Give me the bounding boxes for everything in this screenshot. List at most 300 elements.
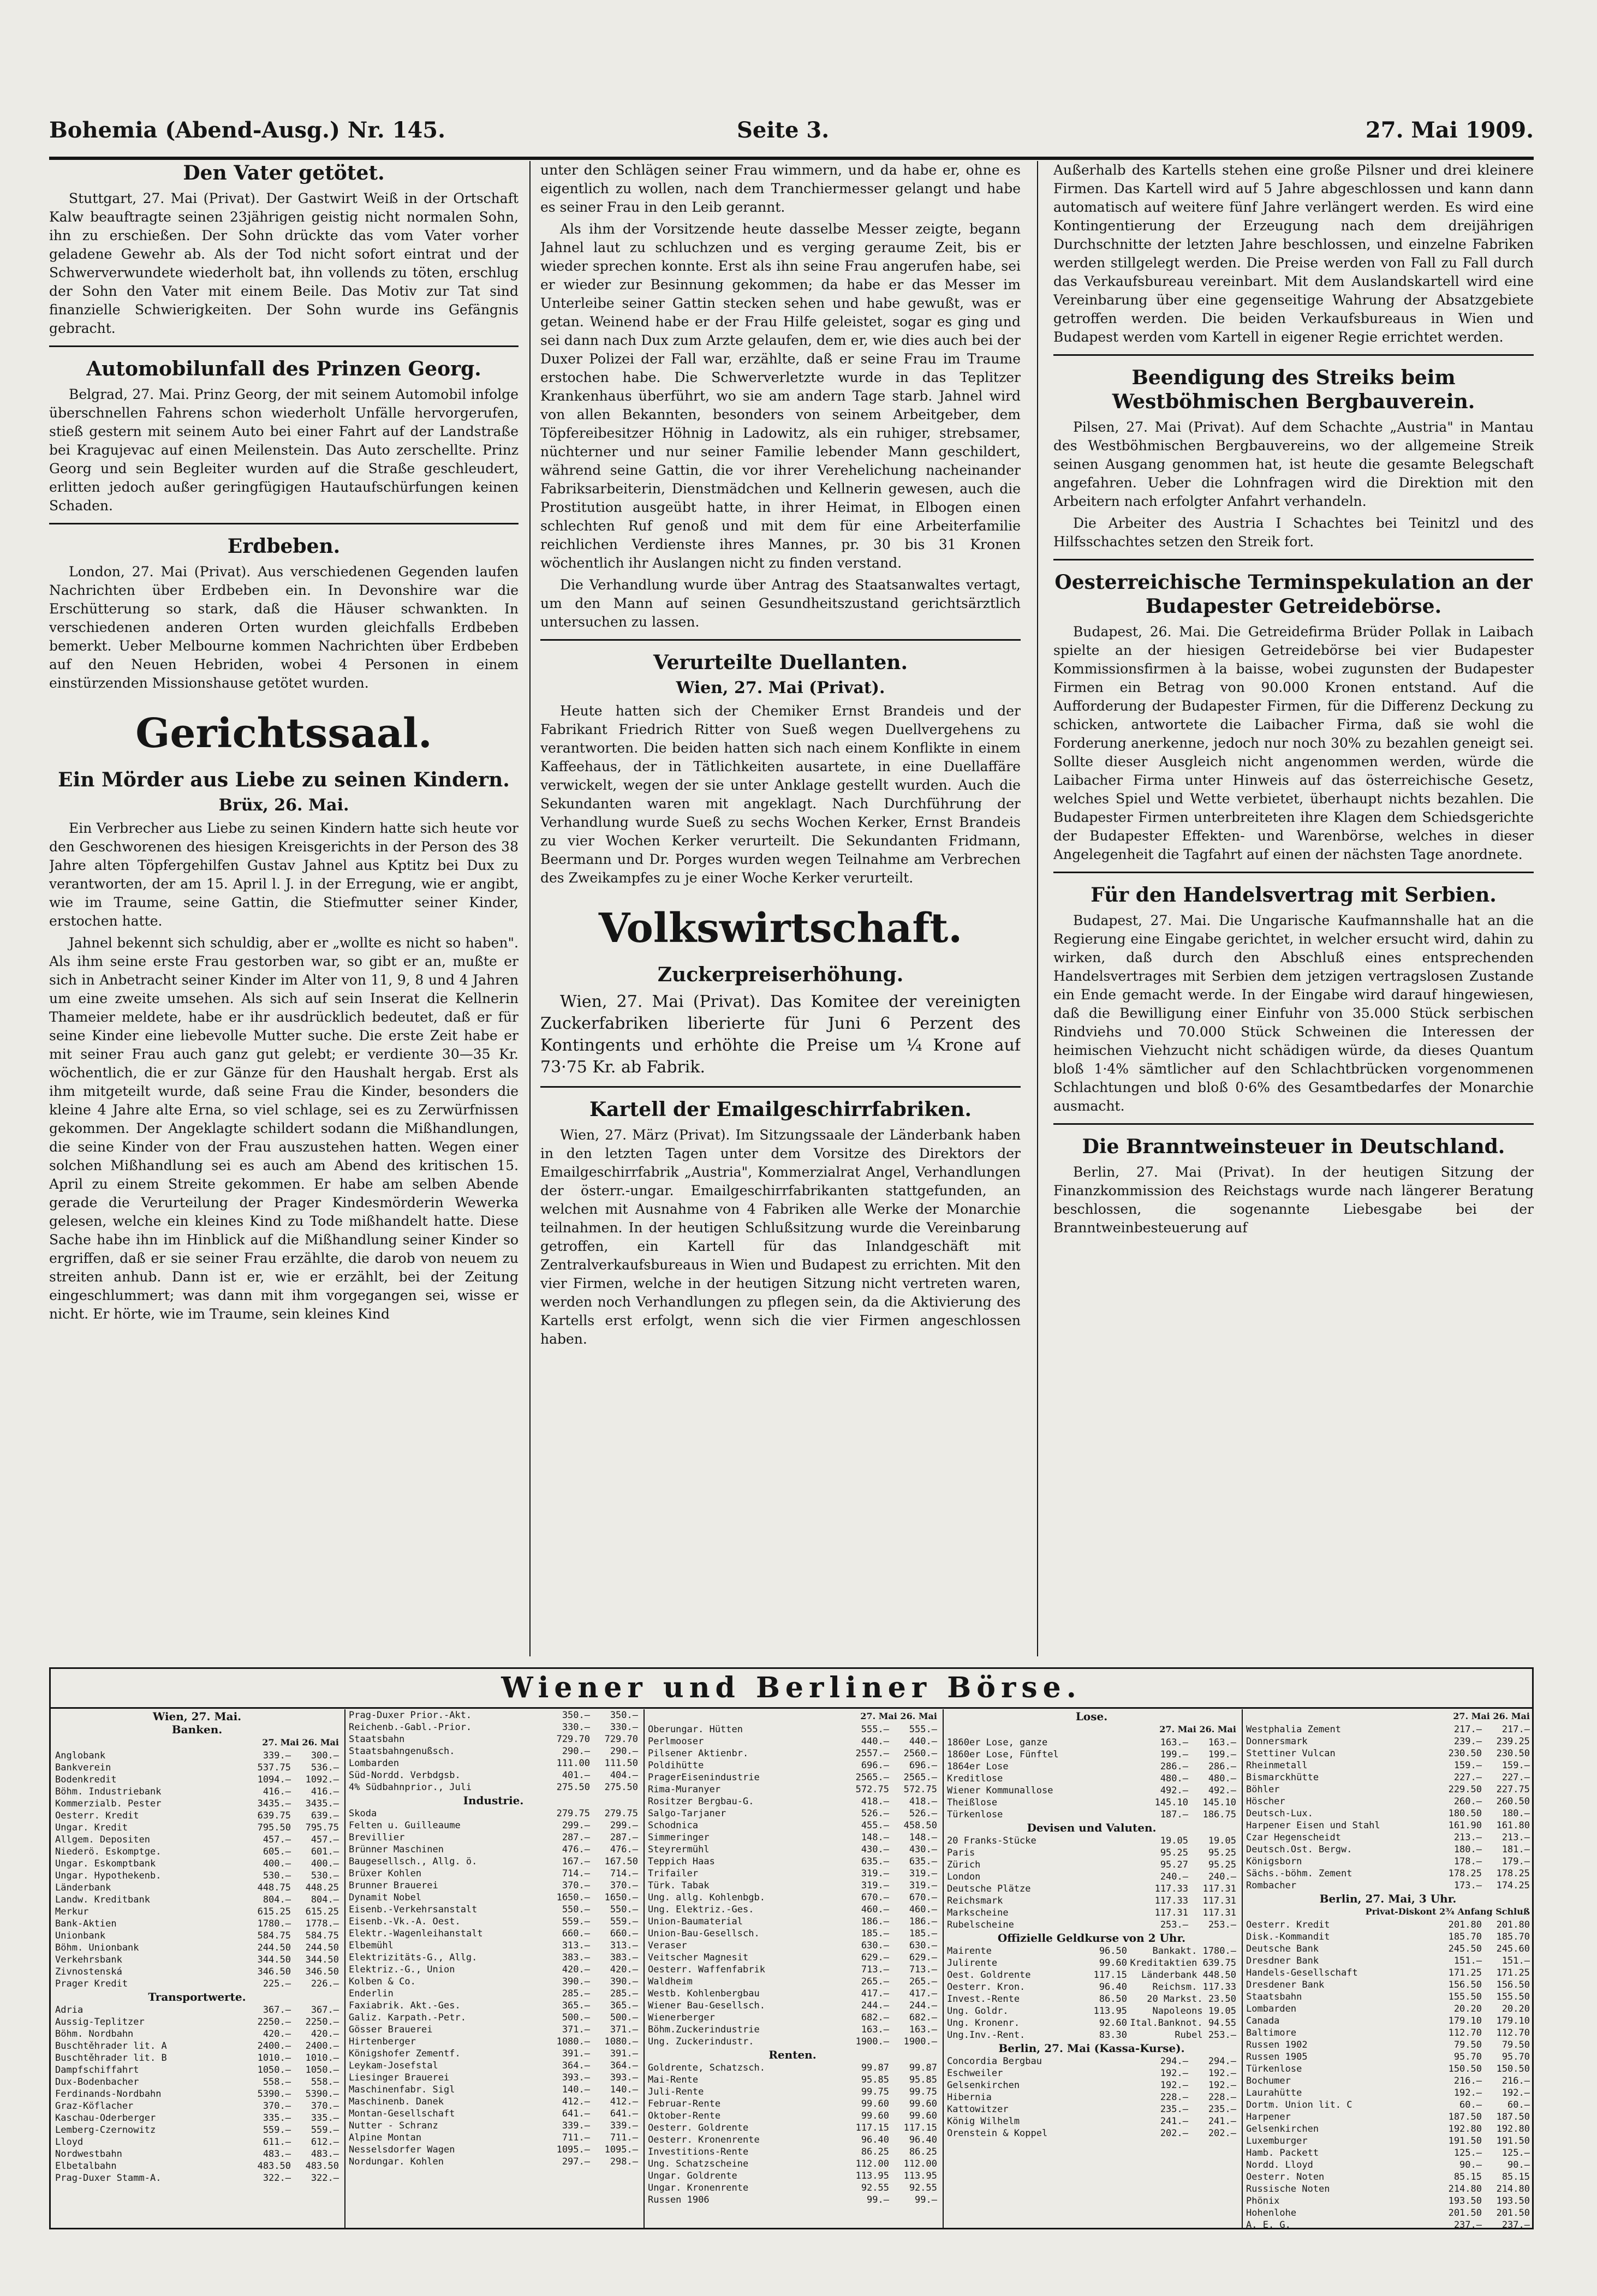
masthead-date: 27. Mai 1909. xyxy=(1365,117,1534,143)
quote-value: 299.— xyxy=(562,1820,590,1831)
security-name: 1860er Lose, Fünftel xyxy=(947,1749,1059,1760)
quote-value: 99.87 xyxy=(909,2062,937,2073)
quote-value: 417.— xyxy=(861,1988,889,1999)
exchange-column-rule xyxy=(943,1709,944,2228)
exchange-row xyxy=(947,1749,1236,1761)
quote-value: 150.50 xyxy=(1448,2064,1482,2074)
exchange-row xyxy=(1246,1943,1530,1955)
quote-value: 178.— xyxy=(1453,1856,1482,1867)
exchange-subheading: Transportwerte. xyxy=(148,1990,246,2003)
security-name: Russen 1906 xyxy=(648,2194,710,2205)
quote-value: 99.60 xyxy=(909,2110,937,2121)
quote-value: 729.70 xyxy=(604,1734,638,1745)
quote-value: 440.— xyxy=(909,1736,937,1747)
quote-value: 300.— xyxy=(311,1750,339,1761)
exchange-row xyxy=(55,2064,339,2076)
security-name: Prag-Duxer Prior.-Akt. xyxy=(349,1710,472,1721)
exchange-row xyxy=(648,2062,937,2074)
quote-value: 99.60 xyxy=(861,2098,889,2109)
quote-value: 201.50 xyxy=(1448,2208,1482,2219)
exchange-row xyxy=(1246,1832,1530,1844)
exchange-row xyxy=(1246,2159,1530,2171)
quote-value: 299.— xyxy=(610,1820,638,1831)
security-name: Deutsche Bank xyxy=(1246,1943,1319,1954)
quote-value: 178.25 xyxy=(1496,1868,1530,1879)
quote-value: 83.30 xyxy=(1099,2030,1127,2041)
exchange-row xyxy=(947,1737,1236,1749)
article-text: Stuttgart, 27. Mai (Privat). Der Gastwirt Weiß in der Ortschaft Kalw beauftragte seinen 23jährigen geistig nicht normalen Sohn, ihn zu erschießen. Der Sohn drückte das vom Vater vorher geladene Gewehr ab. Als der Tod nicht sofort eintrat und der Schwerverwundete wiederholt bat, ihn vollends zu töten, erschlug der Sohn den Vater mit einem Beile. Das Motiv zur Tat sind finanzielle Schwierigkeiten. Der Sohn wurde ins Gefängnis gebracht. xyxy=(49,190,519,336)
article-text: Die Arbeiter des Austria I Schachtes bei Teinitzl und des Hilfsschachtes setzen den Streik fort. xyxy=(1053,515,1534,550)
quote-value: 237.— xyxy=(1453,2220,1482,2228)
quote-value: 140.— xyxy=(562,2084,590,2095)
security-name: Böhm. Nordbahn xyxy=(55,2029,134,2039)
quote-value: 191.50 xyxy=(1496,2136,1530,2146)
exchange-row xyxy=(349,1976,638,1988)
exchange-row xyxy=(1246,2171,1530,2183)
exchange-row xyxy=(349,2156,638,2168)
article-text: Ein Verbrecher aus Liebe zu seinen Kindern hatte sich heute vor den Geschworenen des hiesigen Kreisgerichts in der Person des 38 Jahre alten Töpfergehilfen Gustav Jahnel aus Kptitz bei Dux zu verantworten, der am 15. April l. J. in der Erregung, wie er angibt, wie im Traume, seine Gattin, die Stiefmutter seiner Kinder, erstochen hatte. xyxy=(49,820,519,929)
security-name: Wienerberger xyxy=(648,2012,715,2023)
quote-value: 390.— xyxy=(562,1976,590,1987)
quote-value: 113.95 xyxy=(903,2170,937,2181)
quote-value: 90.— xyxy=(1459,2160,1482,2170)
quote-value: 275.50 xyxy=(556,1782,590,1793)
quote-value: 125.— xyxy=(1453,2148,1482,2158)
quote-value: 241.— xyxy=(1160,2116,1188,2127)
quote-value: 319.— xyxy=(861,1880,889,1891)
quote-value: 201.50 xyxy=(1496,2208,1530,2219)
exchange-row xyxy=(648,1772,937,1784)
security-name: Ung.Inv.-Rent. xyxy=(947,2030,1026,2041)
quote-value: 167.50 xyxy=(604,1856,638,1867)
quote-value: 155.50 xyxy=(1496,1991,1530,2002)
quote-value: 230.50 xyxy=(1448,1748,1482,1759)
security-name: Reichsmark xyxy=(947,1895,1003,1906)
exchange-row xyxy=(1246,2183,1530,2195)
quote-value: 216.— xyxy=(1501,2076,1530,2086)
quote-value: 287.— xyxy=(610,1832,638,1843)
quote-value: 457.— xyxy=(263,1834,291,1845)
quote-value: 99.75 xyxy=(861,2086,889,2097)
quote-value: 171.25 xyxy=(1496,1967,1530,1978)
quote-value: 713.— xyxy=(861,1964,889,1975)
quote-value: 319.— xyxy=(861,1868,889,1879)
quote-value: 244.50 xyxy=(305,1942,339,1953)
quote-value: Länderbank 448.50 xyxy=(1141,1970,1236,1981)
exchange-column-4 xyxy=(947,1709,1236,2228)
quote-value: 214.80 xyxy=(1448,2184,1482,2194)
exchange-row xyxy=(1246,2219,1530,2228)
security-name: Staatsbahn xyxy=(1246,1991,1302,2002)
quote-value: 2400.— xyxy=(257,2041,291,2052)
quote-value: 140.— xyxy=(610,2084,638,2095)
quote-value: 615.25 xyxy=(305,1906,339,1917)
quote-value: 2565.— xyxy=(903,1772,937,1783)
quote-value: Rubel 253.— xyxy=(1175,2030,1236,2041)
quote-value: 350.— xyxy=(562,1710,590,1721)
security-name: Liesinger Brauerei xyxy=(349,2072,450,2083)
exchange-row xyxy=(349,1769,638,1781)
security-name: Union-Bau-Gesellsch. xyxy=(648,1928,760,1939)
security-name: Adria xyxy=(55,2005,84,2015)
security-name: Schodnica xyxy=(648,1820,699,1831)
quote-value: 670.— xyxy=(861,1892,889,1903)
masthead-rule xyxy=(49,157,1534,160)
security-name: Süd-Nordd. Verbdgsb. xyxy=(349,1770,461,1781)
quote-value: 335.— xyxy=(311,2113,339,2124)
headline: Automobilunfall des Prinzen Georg. xyxy=(86,357,481,380)
security-name: Elektr.-Wagenleihanstalt xyxy=(349,1928,483,1939)
exchange-row xyxy=(349,2132,638,2144)
exchange-row xyxy=(55,2172,339,2184)
quote-value: 448.25 xyxy=(305,1882,339,1893)
quote-value: 1050.— xyxy=(257,2065,291,2076)
exchange-row xyxy=(648,1808,937,1820)
quote-value: 228.— xyxy=(1160,2092,1188,2103)
column-1 xyxy=(49,161,519,1656)
security-name: Union-Baumaterial xyxy=(648,1916,743,1927)
security-name: Kreditlose xyxy=(947,1773,1003,1784)
quote-value: 696.— xyxy=(861,1760,889,1771)
quote-value: 117.15 xyxy=(1093,1970,1127,1981)
exchange-row xyxy=(349,1988,638,2000)
quote-value: 179.— xyxy=(1501,1856,1530,1867)
security-name: Ungar. Hypothekenb. xyxy=(55,1870,162,1881)
exchange-row xyxy=(349,1892,638,1904)
security-name: Böhler xyxy=(1246,1784,1280,1795)
quote-value: 660.— xyxy=(610,1928,638,1939)
security-name: Baltimore xyxy=(1246,2027,1297,2038)
exchange-row xyxy=(349,1757,638,1769)
security-name: Veraser xyxy=(648,1940,687,1951)
quote-value: 615.25 xyxy=(257,1906,291,1917)
exchange-row xyxy=(55,2112,339,2124)
quote-value: 192.80 xyxy=(1448,2124,1482,2134)
dateline: Wien, 27. Mai (Privat). xyxy=(676,678,885,697)
quote-value: 163.— xyxy=(861,2024,889,2035)
quote-value: 179.10 xyxy=(1496,2015,1530,2026)
security-name: Pilsener Aktienbr. xyxy=(648,1748,749,1759)
article-text: Budapest, 27. Mai. Die Ungarische Kaufmannshalle hat an die Regierung eine Eingabe gerichtet, in welcher ersucht wird, dahin zu wirken, daß durch den Abschluß eines entsprechenden Handelsvertrages mit Serbien dem jetzigen vertragslosen Zustande ein Ende gemacht werde. In der Eingabe wird darauf hingewiesen, daß die Bewilligung einer Einfuhr von 35.000 Stück serbischen Rindviehs und 70.000 Stück Schweinen die Interessen der heimischen Viehzucht nicht schädigen würde, da dieses Quantum bloß 1·4% sämtlicher auf den Schlachtbrücken vorgenommenen Schlachtungen und bloß 0·6% des Gesamtbedarfes der Monarchie ausmacht. xyxy=(1053,913,1534,1114)
exchange-row xyxy=(648,2074,937,2086)
exchange-row xyxy=(55,1798,339,1810)
security-name: Kommerzialb. Pester xyxy=(55,1798,162,1809)
exchange-row xyxy=(648,2134,937,2146)
quote-value: 530.— xyxy=(311,1870,339,1881)
security-name: Königshofer Zementf. xyxy=(349,2048,461,2059)
exchange-row xyxy=(1246,1868,1530,1880)
security-name: Stettiner Vulcan xyxy=(1246,1748,1336,1759)
exchange-row xyxy=(648,2110,937,2122)
security-name: Kattowitzer xyxy=(947,2104,1009,2115)
quote-value: 96.40 xyxy=(909,2134,937,2145)
security-name: Landw. Kreditbank xyxy=(55,1894,150,1905)
quote-value: 448.75 xyxy=(257,1882,291,1893)
column-rule xyxy=(529,161,531,1656)
exchange-row xyxy=(55,1762,339,1774)
exchange-row xyxy=(648,2036,937,2048)
quote-value: 1050.— xyxy=(305,2065,339,2076)
quote-value: 1780.— xyxy=(257,1918,291,1929)
security-name: Unionbank xyxy=(55,1930,106,1941)
quote-value: 294.— xyxy=(1160,2056,1188,2067)
security-name: Königsborn xyxy=(1246,1856,1302,1867)
exchange-row xyxy=(1246,2087,1530,2099)
exchange-row xyxy=(1246,1991,1530,2003)
quote-value: 313.— xyxy=(562,1940,590,1951)
security-name: Rositzer Bergbau-G. xyxy=(648,1796,754,1807)
security-name: Deutsch.Ost. Bergw. xyxy=(1246,1844,1352,1855)
quote-value: 253.— xyxy=(1208,1919,1236,1930)
security-name: Nesselsdorfer Wagen xyxy=(349,2144,455,2155)
quote-value: 260.— xyxy=(1453,1796,1482,1807)
exchange-row xyxy=(349,1904,638,1916)
quote-value: 1010.— xyxy=(305,2053,339,2064)
quote-value: 79.50 xyxy=(1453,2039,1482,2050)
quote-value: 285.— xyxy=(562,1988,590,1999)
security-name: Böhm. Unionbank xyxy=(55,1942,139,1953)
quote-value: 572.75 xyxy=(903,1784,937,1795)
quote-value: 804.— xyxy=(311,1894,339,1905)
quote-value: 660.— xyxy=(562,1928,590,1939)
quote-value: 420.— xyxy=(610,1964,638,1975)
quote-value: 193.50 xyxy=(1496,2196,1530,2206)
security-name: Oktober-Rente xyxy=(648,2110,721,2121)
security-name: Böhm.Zuckerindustrie xyxy=(648,2024,760,2035)
quote-value: 714.— xyxy=(562,1868,590,1879)
quote-value: 117.31 xyxy=(1202,1883,1236,1894)
quote-value: 696.— xyxy=(909,1760,937,1771)
exchange-row xyxy=(1246,2039,1530,2051)
security-name: Hirtenberger xyxy=(349,2036,416,2047)
quote-value: 458.50 xyxy=(903,1820,937,1831)
exchange-row xyxy=(349,2120,638,2132)
exchange-row xyxy=(55,2136,339,2148)
security-name: Hibernia xyxy=(947,2092,992,2103)
exchange-row xyxy=(1246,1844,1530,1856)
quote-value: 150.50 xyxy=(1496,2064,1530,2074)
quote-value: 322.— xyxy=(263,2173,291,2184)
exchange-row xyxy=(55,2028,339,2040)
exchange-row xyxy=(947,1969,1236,1981)
quote-value: 174.25 xyxy=(1496,1880,1530,1891)
exchange-row xyxy=(349,2084,638,2096)
exchange-row xyxy=(648,2146,937,2158)
quote-value: 418.— xyxy=(861,1796,889,1807)
exchange-row xyxy=(55,1978,339,1990)
quote-value: 192.80 xyxy=(1496,2124,1530,2134)
security-name: Ung. Zuckerindustr. xyxy=(648,2036,754,2047)
quote-value: 536.— xyxy=(311,1762,339,1773)
quote-value: 370.— xyxy=(610,1880,638,1891)
quote-value: 193.50 xyxy=(1448,2196,1482,2206)
security-name: Merkur xyxy=(55,1906,89,1917)
security-name: Orenstein & Koppel xyxy=(947,2128,1048,2139)
quote-value: 159.— xyxy=(1453,1760,1482,1771)
quote-value: 92.60 xyxy=(1099,2018,1127,2029)
quote-value: 161.90 xyxy=(1448,1820,1482,1831)
security-name: Verkehrsbank xyxy=(55,1954,122,1965)
security-name: Bodenkredit xyxy=(55,1774,117,1785)
quote-value: 400.— xyxy=(311,1858,339,1869)
security-name: Laurahütte xyxy=(1246,2088,1302,2098)
exchange-row xyxy=(947,1847,1236,1859)
exchange-row xyxy=(1246,1784,1530,1796)
quote-value: 260.50 xyxy=(1496,1796,1530,1807)
exchange-row xyxy=(648,1880,937,1892)
quote-value: 492.— xyxy=(1160,1785,1188,1796)
quote-value: 60.— xyxy=(1459,2100,1482,2110)
exchange-row xyxy=(1246,1880,1530,1892)
quote-value: 161.80 xyxy=(1496,1820,1530,1831)
exchange-column-2 xyxy=(349,1709,638,2228)
quote-value: 1095.— xyxy=(604,2144,638,2155)
quote-value: 383.— xyxy=(562,1952,590,1963)
security-name: Harpener Eisen und Stahl xyxy=(1246,1820,1380,1831)
exchange-row xyxy=(1246,2147,1530,2159)
exchange-row xyxy=(55,1822,339,1834)
quote-value: Reichsm. 117.33 xyxy=(1152,1982,1236,1993)
quote-value: 420.— xyxy=(311,2029,339,2039)
security-name: Paris xyxy=(947,1847,975,1858)
exchange-row xyxy=(1246,1931,1530,1943)
exchange-row xyxy=(648,1988,937,2000)
security-name: Wiener Kommunallose xyxy=(947,1785,1053,1796)
exchange-row xyxy=(349,2060,638,2072)
security-name: Türkenlose xyxy=(947,1809,1003,1820)
security-name: Mairente xyxy=(947,1946,992,1957)
security-name: Februar-Rente xyxy=(648,2098,721,2109)
security-name: Graz-Köflacher xyxy=(55,2101,134,2112)
quote-value: 364.— xyxy=(562,2060,590,2071)
quote-value: 480.— xyxy=(1160,1773,1188,1784)
article-text: London, 27. Mai (Privat). Aus verschiedenen Gegenden laufen Nachrichten über Erdbeben ein. In Devonshire war die Erschütterung so stark, daß die Häuser schwankten. In verschiedenen anderen Orten wurden gleichfalls Erdbeben bemerkt. Ueber Melbourne kommen Nachrichten über Erdbeben auf den Neuen Hebriden, wobei 4 Personen in einem einstürzenden Missionshause getötet wurden. xyxy=(49,564,519,691)
quote-value: 99.75 xyxy=(909,2086,937,2097)
exchange-row xyxy=(947,1871,1236,1883)
exchange-row xyxy=(648,1856,937,1868)
exchange-row xyxy=(55,1750,339,1762)
security-name: Russische Noten xyxy=(1246,2184,1330,2194)
exchange-row xyxy=(947,1785,1236,1797)
security-name: Russen 1905 xyxy=(1246,2052,1308,2062)
quote-value: 85.15 xyxy=(1501,2172,1530,2182)
quote-value: 96.40 xyxy=(1099,1982,1127,1993)
exchange-row xyxy=(1246,2099,1530,2111)
quote-value: 181.— xyxy=(1501,1844,1530,1855)
quote-value: 117.33 xyxy=(1154,1883,1188,1894)
quote-value: 420.— xyxy=(263,2029,291,2039)
quote-value: 294.— xyxy=(1208,2056,1236,2067)
security-name: Länderbank xyxy=(55,1882,111,1893)
exchange-row xyxy=(648,1952,937,1964)
security-name: Harpener xyxy=(1246,2112,1291,2122)
exchange-row xyxy=(648,2098,937,2110)
security-name: PragerEisenindustrie xyxy=(648,1772,760,1783)
stock-exchange-table xyxy=(49,1667,1534,2229)
quote-value: 1900.— xyxy=(903,2036,937,2047)
quote-value: 279.75 xyxy=(604,1808,638,1819)
quote-value: 173.— xyxy=(1453,1880,1482,1891)
quote-value: 319.— xyxy=(909,1868,937,1879)
quote-value: 216.— xyxy=(1453,2076,1482,2086)
exchange-row xyxy=(648,1904,937,1916)
exchange-row xyxy=(648,1760,937,1772)
quote-value: 227.— xyxy=(1501,1772,1530,1783)
quote-value: 95.85 xyxy=(909,2074,937,2085)
quote-value: 455.— xyxy=(861,1820,889,1831)
exchange-row xyxy=(349,1721,638,1733)
security-name: Simmeringer xyxy=(648,1832,710,1843)
exchange-subheading: Banken. xyxy=(171,1723,223,1736)
security-name: A. E. G. xyxy=(1246,2220,1291,2228)
quote-value: 19.05 xyxy=(1208,1835,1236,1846)
exchange-row xyxy=(55,1858,339,1870)
security-name: Invest.-Rente xyxy=(947,1994,1020,2005)
quote-value: 213.— xyxy=(1453,1832,1482,1843)
quote-value: 500.— xyxy=(610,2012,638,2023)
security-name: Donnersmark xyxy=(1246,1736,1308,1747)
security-name: Lemberg-Czernowitz xyxy=(55,2125,156,2136)
quote-value: 178.25 xyxy=(1448,1868,1482,1879)
security-name: Dynamit Nobel xyxy=(349,1892,422,1903)
security-name: Elektriz.-G., Union xyxy=(349,1964,455,1975)
quote-value: 237.— xyxy=(1501,2220,1530,2228)
exchange-row xyxy=(349,1928,638,1940)
quote-value: 180.50 xyxy=(1448,1808,1482,1819)
security-name: Hohenlohe xyxy=(1246,2208,1297,2219)
section-heading: Gerichtssaal. xyxy=(135,710,432,757)
exchange-row xyxy=(947,2067,1236,2079)
exchange-row xyxy=(55,1954,339,1966)
exchange-date-columns: 27. Mai 26. Mai xyxy=(1453,1711,1530,1721)
exchange-row xyxy=(1246,1760,1530,1772)
quote-value: 241.— xyxy=(1208,2116,1236,2127)
quote-value: 558.— xyxy=(263,2077,291,2088)
quote-value: 795.50 xyxy=(257,1822,291,1833)
security-name: Oesterr. Kredit xyxy=(55,1810,139,1821)
exchange-row xyxy=(947,2127,1236,2139)
security-name: Sächs.-böhm. Zement xyxy=(1246,1868,1352,1879)
quote-value: 335.— xyxy=(263,2113,291,2124)
quote-value: 416.— xyxy=(263,1786,291,1797)
quote-value: 555.— xyxy=(909,1724,937,1735)
exchange-row xyxy=(349,2108,638,2120)
security-name: Nordungar. Kohlen xyxy=(349,2156,444,2167)
security-name: Theißlose xyxy=(947,1797,998,1808)
quote-value: 391.— xyxy=(562,2048,590,2059)
quote-value: Bankakt. 1780.— xyxy=(1152,1946,1236,1957)
exchange-column-3 xyxy=(648,1709,937,2228)
quote-value: 90.— xyxy=(1507,2160,1530,2170)
quote-value: 367.— xyxy=(263,2005,291,2015)
security-name: Phönix xyxy=(1246,2196,1280,2206)
exchange-row xyxy=(947,2103,1236,2115)
exchange-row xyxy=(349,1880,638,1892)
quote-value: 159.— xyxy=(1501,1760,1530,1771)
quote-value: 371.— xyxy=(562,2024,590,2035)
exchange-subheading: Berlin, 27. Mai, 3 Uhr. xyxy=(1319,1892,1457,1905)
quote-value: 171.25 xyxy=(1448,1967,1482,1978)
quote-value: 20 Markst. 23.50 xyxy=(1147,1994,1236,2005)
exchange-row xyxy=(55,2076,339,2088)
quote-value: 111.00 xyxy=(556,1758,590,1769)
exchange-subheading: Offizielle Geldkurse von 2 Uhr. xyxy=(997,1931,1186,1945)
exchange-row xyxy=(55,1882,339,1894)
quote-value: 145.10 xyxy=(1202,1797,1236,1808)
quote-value: 192.— xyxy=(1160,2080,1188,2091)
headline: Zuckerpreiserhöhung. xyxy=(657,963,904,986)
quote-value: 227.— xyxy=(1453,1772,1482,1783)
